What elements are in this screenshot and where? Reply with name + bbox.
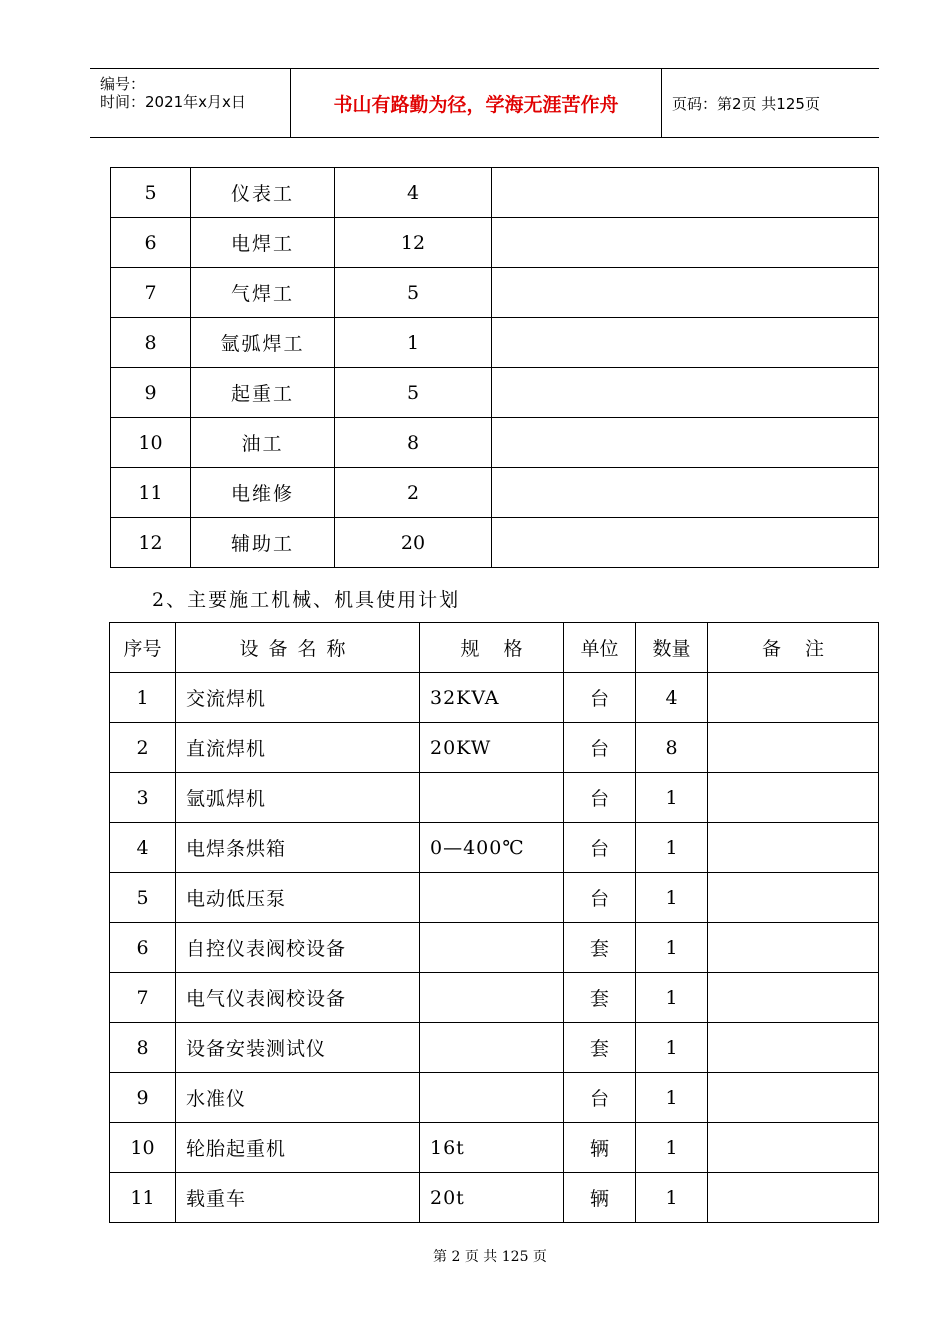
workers-table-body	[111, 168, 879, 568]
worker-note	[492, 318, 879, 368]
row-number: 7	[110, 973, 176, 1023]
row-number: 12	[111, 518, 191, 568]
header-meta	[90, 69, 290, 137]
row-number: 3	[110, 773, 176, 823]
equipment-name: 水准仪	[176, 1073, 420, 1123]
table-row	[110, 1173, 879, 1223]
row-number: 5	[110, 873, 176, 923]
worker-note	[492, 368, 879, 418]
equipment-name: 交流焊机	[176, 673, 420, 723]
equipment-spec: 32KVA	[420, 673, 564, 723]
equipment-qty: 1	[636, 973, 708, 1023]
equipment-spec	[420, 773, 564, 823]
table-row	[110, 723, 879, 773]
equipment-table	[109, 622, 879, 1223]
equipment-qty: 1	[636, 823, 708, 873]
equipment-name: 自控仪表阀校设备	[176, 923, 420, 973]
row-number: 8	[111, 318, 191, 368]
row-number: 5	[111, 168, 191, 218]
table-row	[110, 1123, 879, 1173]
header-note: 备注	[708, 623, 879, 673]
row-number: 10	[111, 418, 191, 468]
equipment-table-body	[110, 673, 879, 1223]
equipment-spec	[420, 873, 564, 923]
row-number: 9	[111, 368, 191, 418]
table-row	[110, 1023, 879, 1073]
equipment-spec	[420, 973, 564, 1023]
row-number: 6	[110, 923, 176, 973]
row-number: 11	[110, 1173, 176, 1223]
row-number: 2	[110, 723, 176, 773]
header-spec: 规格	[420, 623, 564, 673]
time-label: 时间：2021年x月x日	[100, 93, 246, 111]
row-number: 8	[110, 1023, 176, 1073]
worker-note	[492, 518, 879, 568]
row-number: 4	[110, 823, 176, 873]
equipment-name: 载重车	[176, 1173, 420, 1223]
table-row	[110, 673, 879, 723]
worker-type: 油工	[191, 418, 335, 468]
worker-type: 气焊工	[191, 268, 335, 318]
equipment-unit: 套	[564, 1023, 636, 1073]
worker-count: 12	[335, 218, 492, 268]
equipment-qty: 8	[636, 723, 708, 773]
equipment-qty: 1	[636, 1023, 708, 1073]
equipment-name: 电气仪表阀校设备	[176, 973, 420, 1023]
worker-count: 1	[335, 318, 492, 368]
row-number: 10	[110, 1123, 176, 1173]
equipment-note	[708, 1173, 879, 1223]
worker-type: 电焊工	[191, 218, 335, 268]
equipment-unit: 台	[564, 873, 636, 923]
equipment-unit: 台	[564, 673, 636, 723]
worker-count: 5	[335, 268, 492, 318]
equipment-unit: 台	[564, 823, 636, 873]
row-number: 11	[111, 468, 191, 518]
equipment-note	[708, 773, 879, 823]
equipment-qty: 1	[636, 923, 708, 973]
table-row	[110, 823, 879, 873]
equipment-header-row	[110, 623, 879, 673]
equipment-qty: 1	[636, 773, 708, 823]
worker-type: 起重工	[191, 368, 335, 418]
table-row	[110, 873, 879, 923]
equipment-spec	[420, 1073, 564, 1123]
equipment-unit: 套	[564, 923, 636, 973]
worker-count: 8	[335, 418, 492, 468]
row-number: 1	[110, 673, 176, 723]
table-row	[111, 368, 879, 418]
equipment-note	[708, 873, 879, 923]
equipment-note	[708, 923, 879, 973]
worker-note	[492, 468, 879, 518]
worker-count: 5	[335, 368, 492, 418]
equipment-unit: 辆	[564, 1173, 636, 1223]
worker-type: 氩弧焊工	[191, 318, 335, 368]
equipment-spec	[420, 1023, 564, 1073]
equipment-note	[708, 1073, 879, 1123]
page-footer: 第 2 页 共 125 页	[433, 1249, 547, 1265]
worker-count: 2	[335, 468, 492, 518]
worker-note	[492, 218, 879, 268]
table-row	[111, 318, 879, 368]
row-number: 9	[110, 1073, 176, 1123]
equipment-spec: 16t	[420, 1123, 564, 1173]
equipment-note	[708, 723, 879, 773]
header-qty: 数量	[636, 623, 708, 673]
equipment-note	[708, 1123, 879, 1173]
header-name: 设备名称	[176, 623, 420, 673]
equipment-name: 直流焊机	[176, 723, 420, 773]
worker-type: 辅助工	[191, 518, 335, 568]
equipment-spec: 0—400℃	[420, 823, 564, 873]
header-no: 序号	[110, 623, 176, 673]
equipment-name: 电动低压泵	[176, 873, 420, 923]
equipment-qty: 1	[636, 873, 708, 923]
table-row	[110, 773, 879, 823]
row-number: 6	[111, 218, 191, 268]
equipment-unit: 台	[564, 773, 636, 823]
table-row	[111, 268, 879, 318]
worker-note	[492, 418, 879, 468]
equipment-note	[708, 673, 879, 723]
equipment-note	[708, 823, 879, 873]
code-label: 编号：	[100, 75, 146, 93]
table-row	[110, 923, 879, 973]
workers-table	[110, 167, 879, 568]
table-row	[111, 168, 879, 218]
equipment-qty: 1	[636, 1073, 708, 1123]
worker-note	[492, 268, 879, 318]
header-page-info: 页码：第2页 共125页	[672, 94, 820, 113]
equipment-name: 电焊条烘箱	[176, 823, 420, 873]
table-row	[111, 218, 879, 268]
equipment-spec	[420, 923, 564, 973]
equipment-note	[708, 973, 879, 1023]
equipment-unit: 台	[564, 1073, 636, 1123]
equipment-unit: 套	[564, 973, 636, 1023]
table-row	[110, 973, 879, 1023]
table-row	[111, 418, 879, 468]
equipment-spec: 20KW	[420, 723, 564, 773]
equipment-name: 轮胎起重机	[176, 1123, 420, 1173]
equipment-unit: 台	[564, 723, 636, 773]
equipment-name: 设备安装测试仪	[176, 1023, 420, 1073]
header-motto: 书山有路勤为径，学海无涯苦作舟	[290, 69, 662, 137]
worker-note	[492, 168, 879, 218]
table-row	[111, 518, 879, 568]
row-number: 7	[111, 268, 191, 318]
equipment-qty: 1	[636, 1123, 708, 1173]
equipment-note	[708, 1023, 879, 1073]
section-title: 2、主要施工机械、机具使用计划	[152, 589, 461, 611]
header-unit: 单位	[564, 623, 636, 673]
worker-type: 电维修	[191, 468, 335, 518]
equipment-qty: 4	[636, 673, 708, 723]
page-header	[90, 68, 879, 138]
equipment-qty: 1	[636, 1173, 708, 1223]
worker-count: 20	[335, 518, 492, 568]
table-row	[110, 1073, 879, 1123]
equipment-spec: 20t	[420, 1173, 564, 1223]
equipment-unit: 辆	[564, 1123, 636, 1173]
equipment-name: 氩弧焊机	[176, 773, 420, 823]
worker-count: 4	[335, 168, 492, 218]
table-row	[111, 468, 879, 518]
worker-type: 仪表工	[191, 168, 335, 218]
